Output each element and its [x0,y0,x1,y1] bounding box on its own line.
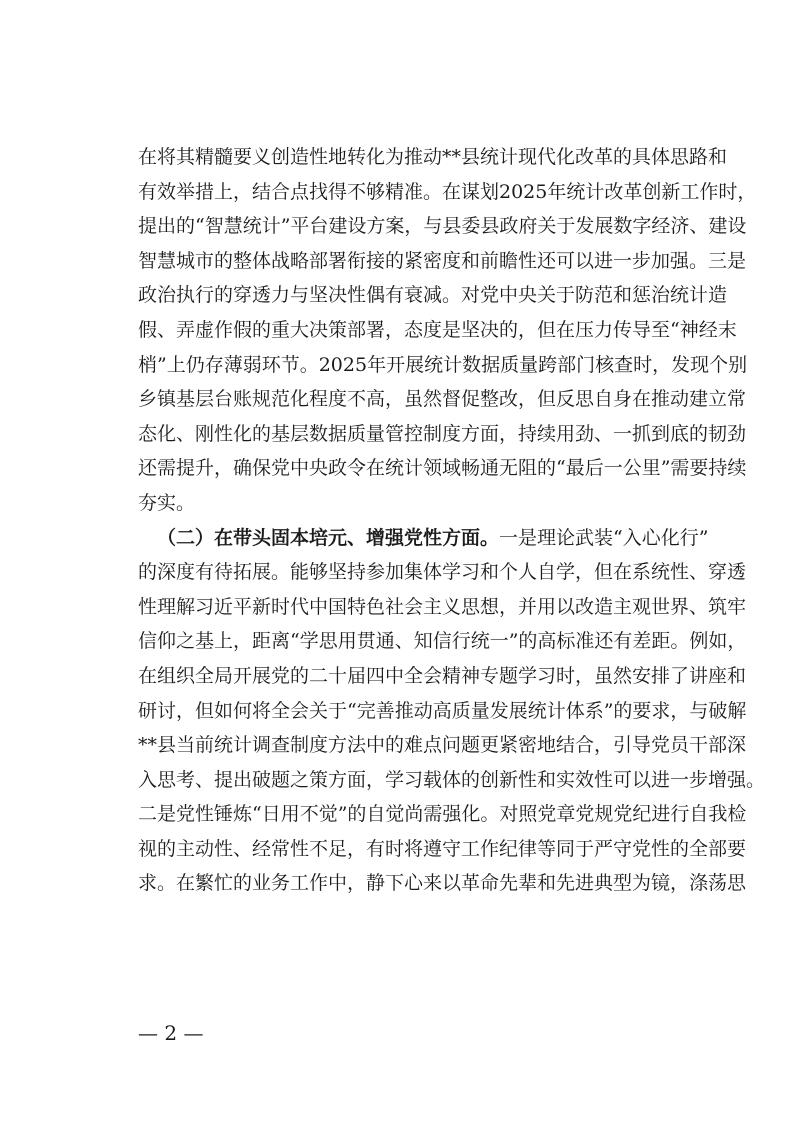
text-line: 还需提升，确保党中央政令在统计领域畅通无阻的“最后一公里”需要持续 [138,457,747,480]
section-heading-line [138,521,709,556]
body-text [138,140,766,901]
text-line: 在组织全局开展党的二十届四中全会精神专题学习时，虽然安排了讲座和 [138,664,747,687]
text-line: 研讨，但如何将全会关于“完善推动高质量发展统计体系”的要求，与破解 [138,699,747,722]
text-line: 信仰之基上，距离“学思用贯通、知信行统一”的高标准还有差距。例如， [138,630,747,653]
text-line: 二是党性锤炼“日用不觉”的自觉尚需强化。对照党章党规党纪进行自我检 [138,803,747,826]
text-line: 有效举措上，结合点找得不够精准。在谋划2025年统计改革创新工作时， [138,180,757,203]
text-line: 智慧城市的整体战略部署衔接的紧密度和前瞻性还可以进一步加强。三是 [138,249,747,272]
text-line: 入思考、提出破题之策方面，学习载体的创新性和实效性可以进一步增强。 [138,768,766,791]
text-line: 性理解习近平新时代中国特色社会主义思想，并用以改造主观世界、筑牢 [138,595,747,618]
text-line: 态化、刚性化的基层数据质量管控制度方面，持续用劲、一抓到底的韧劲 [138,422,747,445]
text-line: 乡镇基层台账规范化程度不高，虽然督促整改，但反思自身在推动建立常 [138,388,747,411]
text-line: 假、弄虚作假的重大决策部署，态度是坚决的，但在压力传导至“神经末 [138,318,737,341]
section-heading-continuation: 一是理论武装“入心化行” [499,526,709,549]
section-heading: （二）在带头固本培元、增强党性方面。 [157,526,500,549]
text-line: 求。在繁忙的业务工作中，静下心来以革命先辈和先进典型为镜，涤荡思 [138,872,747,895]
text-line: 提出的“智慧统计”平台建设方案，与县委县政府关于发展数字经济、建设 [138,215,747,238]
text-line: **县当前统计调查制度方法中的难点问题更紧密地结合，引导党员干部深 [138,734,747,757]
text-line: 梢”上仍存薄弱环节。2025年开展统计数据质量跨部门核查时，发现个别 [138,353,748,376]
page-number: — 2 — [138,1021,204,1045]
text-line: 视的主动性、经常性不足，有时将遵守工作纪律等同于严守党性的全部要 [138,837,747,860]
text-line: 在将其精髓要义创造性地转化为推动**县统计现代化改革的具体思路和 [138,146,728,168]
text-line: 政治执行的穿透力与坚决性偶有衰减。对党中央关于防范和惩治统计造 [138,284,728,307]
text-line: 夯实。 [138,491,196,514]
text-line: 的深度有待拓展。能够坚持参加集体学习和个人自学，但在系统性、穿透 [138,561,747,584]
